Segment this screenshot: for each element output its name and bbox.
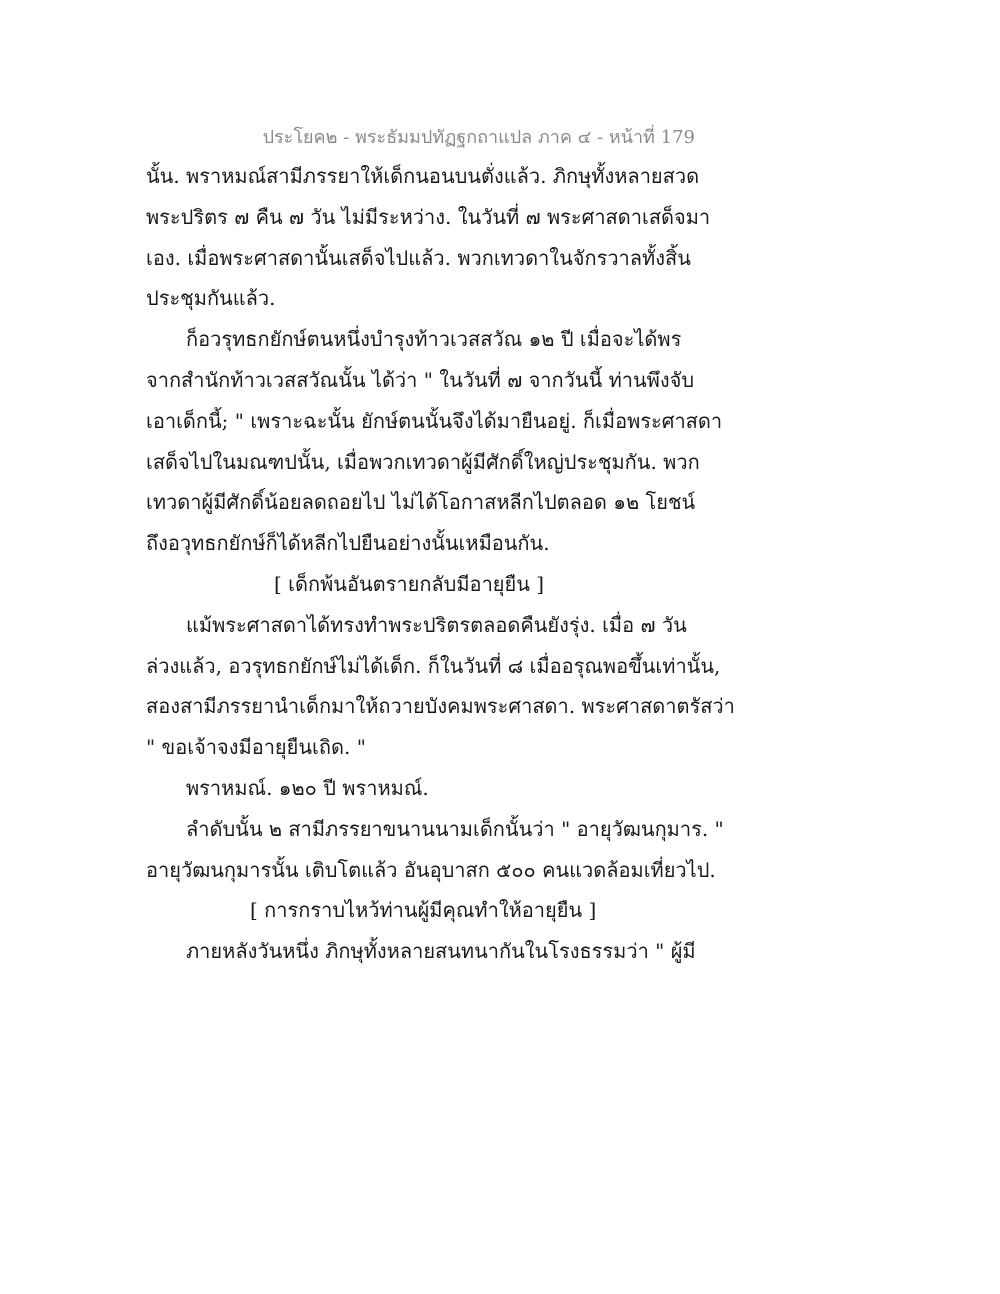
text-line: นั้น. พราหมณ์สามีภรรยาให้เด็กนอนบนตั่งแล้ว. ภิกษุทั้งหลายสวด — [146, 164, 700, 188]
text-line: เสด็จไปในมณฑปนั้น, เมื่อพวกเทวดาผู้มีศักดิ์ใหญ่ประชุมกัน. พวก — [146, 449, 700, 474]
paragraph-first-line: พราหมณ์. ๑๒๐ ปี พราหมณ์. — [186, 775, 429, 800]
text-line: เทวดาผู้มีศักดิ์น้อยลดถอยไป ไม่ได้โอกาสหลีกไปตลอด ๑๒ โยชน์ — [146, 490, 696, 515]
section-heading: [ เด็กพ้นอันตรายกลับมีอายุยืน ] — [274, 571, 545, 596]
running-header: ประโยค๒ - พระธัมมปทัฏฐกถาแปล ภาค ๔ - หน้าที่ 179 — [262, 127, 695, 148]
section-heading: [ การกราบไหว้ท่านผู้มีคุณทำให้อายุยืน ] — [250, 898, 597, 923]
text-line: สองสามีภรรยานำเด็กมาให้ถวายบังคมพระศาสดา. พระศาสดาตรัสว่า — [146, 694, 735, 719]
paragraph-first-line: แม้พระศาสดาได้ทรงทำพระปริตรตลอดคืนยังรุ่ง. เมื่อ ๗ วัน — [186, 612, 687, 637]
text-line: เอาเด็กนี้; " เพราะฉะนั้น ยักษ์ตนนั้นจึงได้มายืนอยู่. ก็เมื่อพระศาสดา — [146, 408, 723, 433]
text-line: " ขอเจ้าจงมีอายุยืนเถิด. " — [146, 735, 366, 760]
text-line: จากสำนักท้าวเวสสวัณนั้น ได้ว่า " ในวันที่ ๗ จากวันนี้ ท่านพึงจับ — [146, 367, 695, 392]
paragraph-first-line: ก็อวรุทธกยักษ์ตนหนึ่งบำรุงท้าวเวสสวัณ ๑๒ ปี เมื่อจะได้พร — [186, 327, 682, 352]
paragraph-first-line: ลำดับนั้น ๒ สามีภรรยาขนานนามเด็กนั้นว่า " อายุวัฒนกุมาร. " — [186, 816, 724, 841]
paragraph-first-line: ภายหลังวันหนึ่ง ภิกษุทั้งหลายสนทนากันในโรงธรรมว่า " ผู้มี — [186, 939, 696, 964]
text-line: พระปริตร ๗ คืน ๗ วัน ไม่มีระหว่าง. ในวันที่ ๗ พระศาสดาเสด็จมา — [146, 204, 711, 229]
text-line: อายุวัฒนกุมารนั้น เติบโตแล้ว อันอุบาสก ๕๐๐ คนแวดล้อมเที่ยวไป. — [146, 857, 716, 882]
body-text — [146, 156, 735, 972]
text-line: ล่วงแล้ว, อวรุทธกยักษ์ไม่ได้เด็ก. ก็ในวันที่ ๘ เมื่ออรุณพอขึ้นเท่านั้น, — [146, 653, 721, 678]
text-line: ประชุมกันแล้ว. — [146, 286, 276, 311]
text-line: ถึงอวุทธกยักษ์ก็ได้หลีกไปยืนอย่างนั้นเหมือนกัน. — [146, 531, 550, 556]
text-line: เอง. เมื่อพระศาสดานั้นเสด็จไปแล้ว. พวกเทวดาในจักรวาลทั้งสิ้น — [146, 245, 691, 270]
